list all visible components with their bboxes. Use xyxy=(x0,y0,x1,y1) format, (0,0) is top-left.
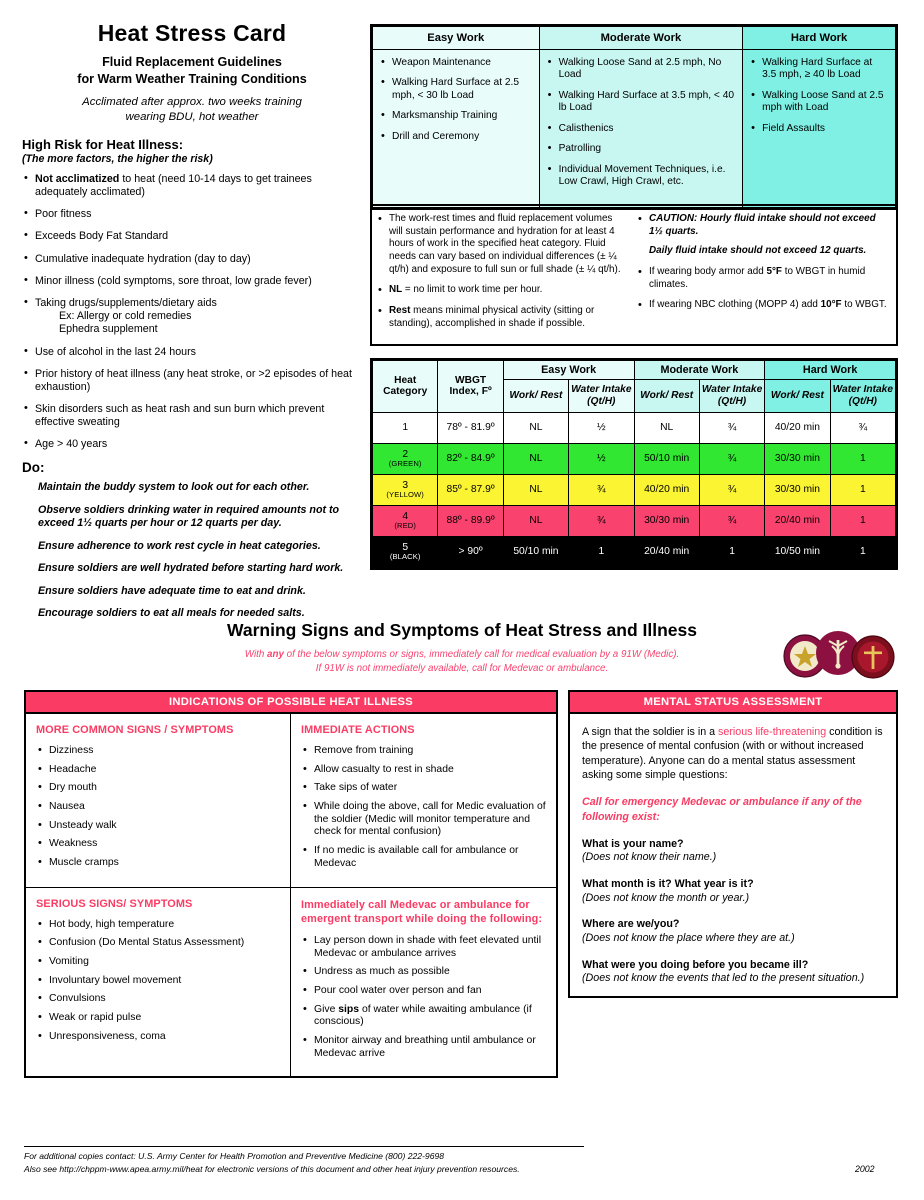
footer-line-2: Also see http://chppm-www.apea.army.mil/heat for electronic versions of this document and other heat injury prevention resources. xyxy=(24,1163,520,1174)
heat-cell-easy-work: NL xyxy=(503,443,568,474)
heat-table-row xyxy=(373,536,896,567)
heat-cell-category: 4 (RED) xyxy=(373,505,438,536)
list-item: • Monitor airway and breathing until ambulance or Medevac arrive xyxy=(301,1035,548,1060)
common-symptoms-heading: MORE COMMON SIGNS / SYMPTOMS xyxy=(36,724,234,736)
risk-subheading: (The more factors, the higher the risk) xyxy=(22,153,213,166)
work-item: • Walking Hard Surface at 2.5 mph, < 30 lb Load xyxy=(379,77,533,102)
risk-item: • Not acclimatized to heat (need 10-14 days to get trainees adequately acclimated) xyxy=(22,173,362,199)
list-item: • Unresponsiveness, coma xyxy=(36,1031,282,1044)
heat-cell-easy-water: ½ xyxy=(569,443,634,474)
do-item: Ensure adherence to work rest cycle in heat categories. xyxy=(38,539,321,552)
msa-question-list xyxy=(582,837,884,986)
heat-sub-easy-water: Water Intake (Qt/H) xyxy=(569,380,634,413)
risk-item: • Use of alcohol in the last 24 hours xyxy=(22,346,362,359)
heat-group-hard: Hard Work xyxy=(765,361,896,380)
msa-intro-post: condition is the presence of mental confusion (with or without increased temperature). Anyone can do a mental status assessment asking some simple questions: xyxy=(582,726,883,781)
list-item: • Dizziness xyxy=(36,745,282,758)
msa-intro-highlight: serious life-threatening xyxy=(718,726,827,738)
footer-text xyxy=(24,1150,724,1176)
immediate-actions-heading: IMMEDIATE ACTIONS xyxy=(301,724,415,736)
heat-cell-easy-work: NL xyxy=(503,412,568,443)
left-column xyxy=(22,20,362,630)
heat-cell-moderate-water: ¾ xyxy=(699,443,764,474)
msa-question: What month is it? What year is it? xyxy=(582,878,754,891)
warning-sub-bold: any xyxy=(267,649,284,660)
work-item: • Patrolling xyxy=(546,143,737,155)
heat-table-row xyxy=(373,412,896,443)
heat-group-header-row xyxy=(373,361,896,380)
heat-cell-hard-water: 1 xyxy=(830,474,895,505)
risk-item: • Cumulative inadequate hydration (day to day) xyxy=(22,253,362,266)
work-item: • Calisthenics xyxy=(546,123,737,135)
msa-question: Where are we/you? xyxy=(582,918,680,931)
notes-left xyxy=(376,213,634,338)
list-item: • Convulsions xyxy=(36,993,282,1006)
heat-cell-moderate-water: ¾ xyxy=(699,412,764,443)
list-item: • Lay person down in shade with feet elevated until Medevac or ambulance arrives xyxy=(301,935,548,960)
heat-cell-easy-work: NL xyxy=(503,474,568,505)
notes-right xyxy=(634,213,892,338)
daily-intake-text: Daily fluid intake should not exceed 12 quarts. xyxy=(649,245,867,257)
emergent-transport-heading: Immediately call Medevac or ambulance for emergent transport while doing the following: xyxy=(301,898,543,925)
heat-cell-wbgt: 78º - 81.9º xyxy=(438,412,503,443)
heat-table-row xyxy=(373,505,896,536)
list-item: • While doing the above, call for Medic evaluation of the soldier (Medic will monitor temperature and check for mental confusion) xyxy=(301,801,548,839)
heat-category-table xyxy=(370,358,898,570)
list-item: • Weakness xyxy=(36,838,282,851)
note-item: • The work-rest times and fluid replacement volumes will sustain performance and hydration for at least 4 hours of work in the specified heat category. Fluid needs can vary based on individual differences (± ¼ qt/h) and exposure to full sun or full shade (± ¼ qt/h). xyxy=(376,213,628,276)
list-item: • Take sips of water xyxy=(301,782,548,795)
heat-cell-hard-work: 40/20 min xyxy=(765,412,830,443)
heat-sub-moderate-water: Water Intake (Qt/H) xyxy=(699,380,764,413)
heat-cell-moderate-water: ¾ xyxy=(699,474,764,505)
indications-bottom-row xyxy=(26,887,556,1077)
heat-cell-hard-work: 30/30 min xyxy=(765,474,830,505)
msa-intro-pre: A sign that the soldier is in a xyxy=(582,726,719,738)
heat-cell-wbgt: 82º - 84.9º xyxy=(438,443,503,474)
heat-group-moderate: Moderate Work xyxy=(634,361,765,380)
note-item: • NL = no limit to work time per hour. xyxy=(376,284,628,297)
heat-cell-hard-water: ¾ xyxy=(830,412,895,443)
list-item: • Undress as much as possible xyxy=(301,966,548,979)
indications-top-row xyxy=(26,714,556,887)
work-item: • Weapon Maintenance xyxy=(379,57,533,69)
msa-answer-note: (Does not know the events that led to the present situation.) xyxy=(582,972,865,984)
notes-box xyxy=(370,204,898,346)
heat-cell-wbgt: > 90º xyxy=(438,536,503,567)
heat-cell-category: 5 (BLACK) xyxy=(373,536,438,567)
risk-heading: High Risk for Heat Illness: xyxy=(22,137,184,153)
immediate-actions-list xyxy=(301,745,548,871)
work-cell-easy xyxy=(373,50,540,208)
heat-cell-category: 3 (YELLOW) xyxy=(373,474,438,505)
do-item: Maintain the buddy system to look out for each other. xyxy=(38,481,310,494)
work-item: • Marksmanship Training xyxy=(379,110,533,122)
acclimation-note xyxy=(22,95,362,125)
heat-cell-category: 1 xyxy=(373,412,438,443)
heat-cell-easy-water: 1 xyxy=(569,536,634,567)
serious-symptoms-heading: SERIOUS SIGNS/ SYMPTOMS xyxy=(36,897,193,910)
risk-sub-item: Ex: Allergy or cold remedies xyxy=(59,309,192,322)
heat-sub-moderate-work: Work/ Rest xyxy=(634,380,699,413)
heat-cell-hard-work: 30/30 min xyxy=(765,443,830,474)
risk-item: • Taking drugs/supplements/dietary aids Ex: Allergy or cold remedies Ephedra supplement xyxy=(22,297,362,337)
work-item: • Drill and Ceremony xyxy=(379,131,533,143)
caution-text: CAUTION: Hourly fluid intake should not exceed 1½ quarts. xyxy=(649,213,876,237)
acclimation-line-1: Acclimated after approx. two weeks training xyxy=(82,96,302,109)
do-item: Ensure soldiers have adequate time to eat and drink. xyxy=(38,584,306,597)
note-item: • If wearing NBC clothing (MOPP 4) add 10°F to WBGT. xyxy=(636,299,892,312)
footer-divider xyxy=(24,1146,584,1147)
risk-sub-item: Ephedra supplement xyxy=(59,323,158,336)
page-subtitle xyxy=(22,54,362,87)
list-item: • Dry mouth xyxy=(36,782,282,795)
msa-answer-note: (Does not know the month or year.) xyxy=(582,891,750,904)
list-item: • Pour cool water over person and fan xyxy=(301,985,548,998)
warning-sub-post: of the below symptoms or signs, immediately call for medical evaluation by a 91W (Medic). xyxy=(283,649,680,660)
indications-panel xyxy=(24,690,558,1078)
heat-cell-easy-water: ½ xyxy=(569,412,634,443)
work-item: • Walking Loose Sand at 2.5 mph with Load xyxy=(749,90,889,115)
heat-cell-moderate-work: 50/10 min xyxy=(634,443,699,474)
heat-table-body xyxy=(373,412,896,567)
work-header-moderate: Moderate Work xyxy=(539,27,743,50)
emergent-transport-list xyxy=(301,935,548,1061)
list-item: • Nausea xyxy=(36,801,282,814)
note-item: • Rest means minimal physical activity (sitting or standing), accomplished in shade if possible. xyxy=(376,305,628,330)
common-symptoms-cell xyxy=(26,714,291,887)
warning-sub-line-2: If 91W is not immediately available, call for Medevac or ambulance. xyxy=(315,662,609,674)
risk-item: • Exceeds Body Fat Standard xyxy=(22,230,362,243)
msa-question: What were you doing before you became ill? xyxy=(582,958,809,971)
list-item: • Muscle cramps xyxy=(36,857,282,870)
list-item: • Give sips of water while awaiting ambulance (if conscious) xyxy=(301,1004,548,1029)
heat-cell-category: 2 (GREEN) xyxy=(373,443,438,474)
risk-item: • Prior history of heat illness (any heat stroke, or >2 episodes of heat exhaustion) xyxy=(22,368,362,394)
work-table-header-row xyxy=(373,27,896,50)
heat-sub-hard-work: Work/ Rest xyxy=(765,380,830,413)
heat-cell-easy-work: NL xyxy=(503,505,568,536)
heat-cell-easy-water: ¾ xyxy=(569,474,634,505)
msa-answer-note: (Does not know the place where they are at.) xyxy=(582,931,795,944)
risk-item: • Skin disorders such as heat rash and sun burn which prevent effective sweating xyxy=(22,403,362,429)
work-cell-moderate xyxy=(539,50,743,208)
seal-medical-corps-icon xyxy=(852,636,894,678)
risk-factor-list xyxy=(22,173,362,451)
work-cell-hard xyxy=(743,50,896,208)
risk-item: • Minor illness (cold symptoms, sore throat, low grade fever) xyxy=(22,275,362,288)
serious-symptoms-list xyxy=(36,919,282,1044)
note-caution-item xyxy=(636,213,892,258)
heat-table-row xyxy=(373,474,896,505)
heat-cell-hard-water: 1 xyxy=(830,443,895,474)
list-item: • Involuntary bowel movement xyxy=(36,975,282,988)
heat-cell-hard-work: 20/40 min xyxy=(765,505,830,536)
warning-title: Warning Signs and Symptoms of Heat Stress and Illness xyxy=(226,620,697,640)
heat-cell-hard-water: 1 xyxy=(830,536,895,567)
immediate-actions-cell xyxy=(291,714,556,887)
heat-cell-hard-work: 10/50 min xyxy=(765,536,830,567)
msa-answer-note: (Does not know their name.) xyxy=(582,851,717,864)
work-item: • Walking Loose Sand at 2.5 mph, No Load xyxy=(546,57,737,82)
heat-cell-moderate-work: NL xyxy=(634,412,699,443)
list-item: • Headache xyxy=(36,764,282,777)
heat-header-wbgt: WBGT Index, Fº xyxy=(438,361,503,413)
msa-call-notice: Call for emergency Medevac or ambulance if any of the following exist: xyxy=(582,796,862,823)
footer-line-1: For additional copies contact: U.S. Army Center for Health Promotion and Preventive Medicine (800) 222-9698 xyxy=(24,1151,445,1161)
work-table-body-row xyxy=(373,50,896,208)
heat-sub-easy-work: Work/ Rest xyxy=(503,380,568,413)
heat-cell-wbgt: 88º - 89.9º xyxy=(438,505,503,536)
indications-bar: INDICATIONS OF POSSIBLE HEAT ILLNESS xyxy=(26,692,556,714)
msa-body xyxy=(570,714,896,996)
heat-cell-moderate-work: 40/20 min xyxy=(634,474,699,505)
do-list xyxy=(22,481,362,620)
do-item: Encourage soldiers to eat all meals for needed salts. xyxy=(38,607,305,620)
work-item: • Walking Hard Surface at 3.5 mph, ≥ 40 lb Load xyxy=(749,57,889,82)
heat-cell-easy-water: ¾ xyxy=(569,505,634,536)
work-item: • Field Assaults xyxy=(749,123,889,135)
heat-sub-hard-water: Water Intake (Qt/H) xyxy=(830,380,895,413)
list-item: • Confusion (Do Mental Status Assessment) xyxy=(36,937,282,950)
subtitle-line-2: for Warm Weather Training Conditions xyxy=(77,71,307,86)
heat-header-category: Heat Category xyxy=(373,361,438,413)
risk-item: • Age > 40 years xyxy=(22,438,362,451)
msa-question: What is your name? xyxy=(582,837,684,850)
risk-item: • Poor fitness xyxy=(22,208,362,221)
footer-year: 2002 xyxy=(855,1164,875,1174)
page-title: Heat Stress Card xyxy=(97,20,287,46)
mental-status-assessment-panel xyxy=(568,690,898,998)
list-item: • Unsteady walk xyxy=(36,820,282,833)
acclimation-line-2: wearing BDU, hot weather xyxy=(125,111,259,124)
work-header-hard: Hard Work xyxy=(743,27,896,50)
work-item: • Individual Movement Techniques, i.e. Low Crawl, High Crawl, etc. xyxy=(546,164,737,189)
heat-cell-hard-water: 1 xyxy=(830,505,895,536)
serious-symptoms-cell xyxy=(26,888,291,1077)
heat-table-row xyxy=(373,443,896,474)
heat-cell-wbgt: 85º - 87.9º xyxy=(438,474,503,505)
warning-sub-pre: With xyxy=(244,649,268,660)
heat-group-easy: Easy Work xyxy=(503,361,634,380)
list-item: • Remove from training xyxy=(301,745,548,758)
work-category-table xyxy=(370,24,898,210)
list-item: • Vomiting xyxy=(36,956,282,969)
do-heading: Do: xyxy=(22,460,45,476)
warning-subtitle xyxy=(152,648,772,675)
work-header-easy: Easy Work xyxy=(373,27,540,50)
subtitle-line-1: Fluid Replacement Guidelines xyxy=(102,55,282,69)
do-item: Observe soldiers drinking water in required amounts not to exceed 1½ quarts per hour or 12 quarts per day. xyxy=(38,503,340,530)
heat-cell-easy-work: 50/10 min xyxy=(503,536,568,567)
list-item: • If no medic is available call for ambulance or Medevac xyxy=(301,845,548,870)
heat-cell-moderate-water: 1 xyxy=(699,536,764,567)
heat-cell-moderate-water: ¾ xyxy=(699,505,764,536)
common-symptoms-list xyxy=(36,745,282,870)
msa-bar: MENTAL STATUS ASSESSMENT xyxy=(570,692,896,714)
heat-cell-moderate-work: 30/30 min xyxy=(634,505,699,536)
list-item: • Allow casualty to rest in shade xyxy=(301,764,548,777)
note-item: • If wearing body armor add 5°F to WBGT in humid climates. xyxy=(636,266,892,291)
list-item: • Weak or rapid pulse xyxy=(36,1012,282,1025)
work-item: • Walking Hard Surface at 3.5 mph, < 40 lb Load xyxy=(546,90,737,115)
do-item: Ensure soldiers are well hydrated before starting hard work. xyxy=(38,562,344,575)
heat-cell-moderate-work: 20/40 min xyxy=(634,536,699,567)
msa-intro xyxy=(582,725,884,782)
army-medical-seals xyxy=(777,628,899,680)
list-item: • Hot body, high temperature xyxy=(36,919,282,932)
emergent-transport-cell xyxy=(291,888,556,1077)
